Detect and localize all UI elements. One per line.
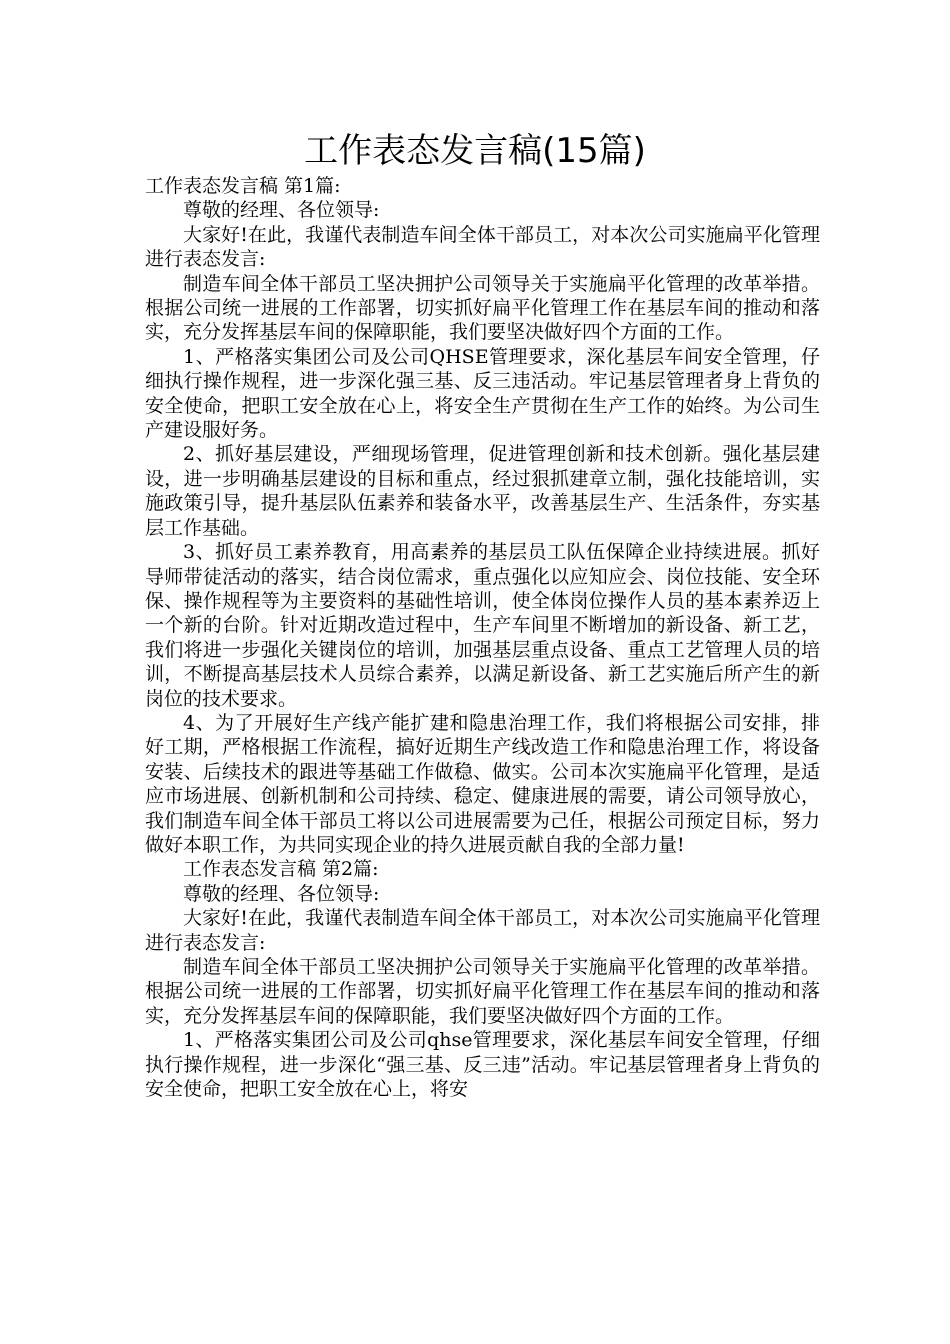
document-paragraph: 大家好!在此，我谨代表制造车间全体干部员工，对本次公司实施扁平化管理进行表态发言: (145, 907, 820, 954)
document-paragraph: 尊敬的经理、各位领导: (183, 882, 380, 905)
document-paragraph: 工作表态发言稿 第2篇: (183, 858, 379, 881)
document-paragraph: 3、抓好员工素养教育，用高素养的基层员工队伍保障企业持续进展。抓好导师带徒活动的落实，结合岗位需求，重点强化以应知应会、岗位技能、安全环保、操作规程等为主要资料的基础性培训，使全体岗位操作人员的基本素养迈上一个新的台阶。针对近期改造过程中，生产车间里不断增加的新设备、新工艺，我们将进一步强化关键岗位的培训，加强基层重点设备、重点工艺管理人员的培训，不断提高基层技术人员综合素养，以满足新设备、新工艺实施后所产生的新岗位的技术要求。 (145, 541, 820, 710)
document-paragraph: 1、严格落实集团公司及公司QHSE管理要求，深化基层车间安全管理，仔细执行操作规程，进一步深化强三基、反三违活动。牢记基层管理者身上背负的安全使命，把职工安全放在心上，将安全生产贯彻在生产工作的始终。为公司生产建设服好务。 (145, 345, 820, 442)
document-title: 工作表态发言稿(15篇) (304, 131, 646, 171)
document-paragraph: 尊敬的经理、各位领导: (183, 199, 380, 222)
document-paragraph: 工作表态发言稿 第1篇: (145, 175, 341, 197)
document-paragraph: 制造车间全体干部员工坚决拥护公司领导关于实施扁平化管理的改革举措。根据公司统一进展的工作部署，切实抓好扁平化管理工作在基层车间的推动和落实，充分发挥基层车间的保障职能，我们要坚决做好四个方面的工作。 (145, 272, 820, 344)
document-paragraph: 2、抓好基层建设，严细现场管理，促进管理创新和技术创新。强化基层建设，进一步明确基层建设的目标和重点，经过狠抓建章立制，强化技能培训，实施政策引导，提升基层队伍素养和装备水平，改善基层生产、生活条件，夯实基层工作基础。 (145, 443, 820, 539)
document-paragraph: 1、严格落实集团公司及公司qhse管理要求，深化基层车间安全管理，仔细执行操作规程，进一步深化“强三基、反三违”活动。牢记基层管理者身上背负的安全使命，把职工安全放在心上，将安 (145, 1029, 820, 1101)
document-paragraph: 大家好!在此，我谨代表制造车间全体干部员工，对本次公司实施扁平化管理进行表态发言: (145, 223, 820, 271)
document-body (145, 174, 820, 1101)
document-paragraph: 制造车间全体干部员工坚决拥护公司领导关于实施扁平化管理的改革举措。根据公司统一进展的工作部署，切实抓好扁平化管理工作在基层车间的推动和落实，充分发挥基层车间的保障职能，我们要坚决做好四个方面的工作。 (145, 956, 820, 1027)
document-paragraph: 4、为了开展好生产线产能扩建和隐患治理工作，我们将根据公司安排，排好工期，严格根据工作流程，搞好近期生产线改造工作和隐患治理工作，将设备安装、后续技术的跟进等基础工作做稳、做实。公司本次实施扁平化管理，是适应市场进展、创新机制和公司持续、稳定、健康进展的需要，请公司领导放心，我们制造车间全体干部员工将以公司进展需要为己任，根据公司预定目标，努力做好本职工作，为共同实现企业的持久进展贡献自我的全部力量! (145, 711, 820, 856)
